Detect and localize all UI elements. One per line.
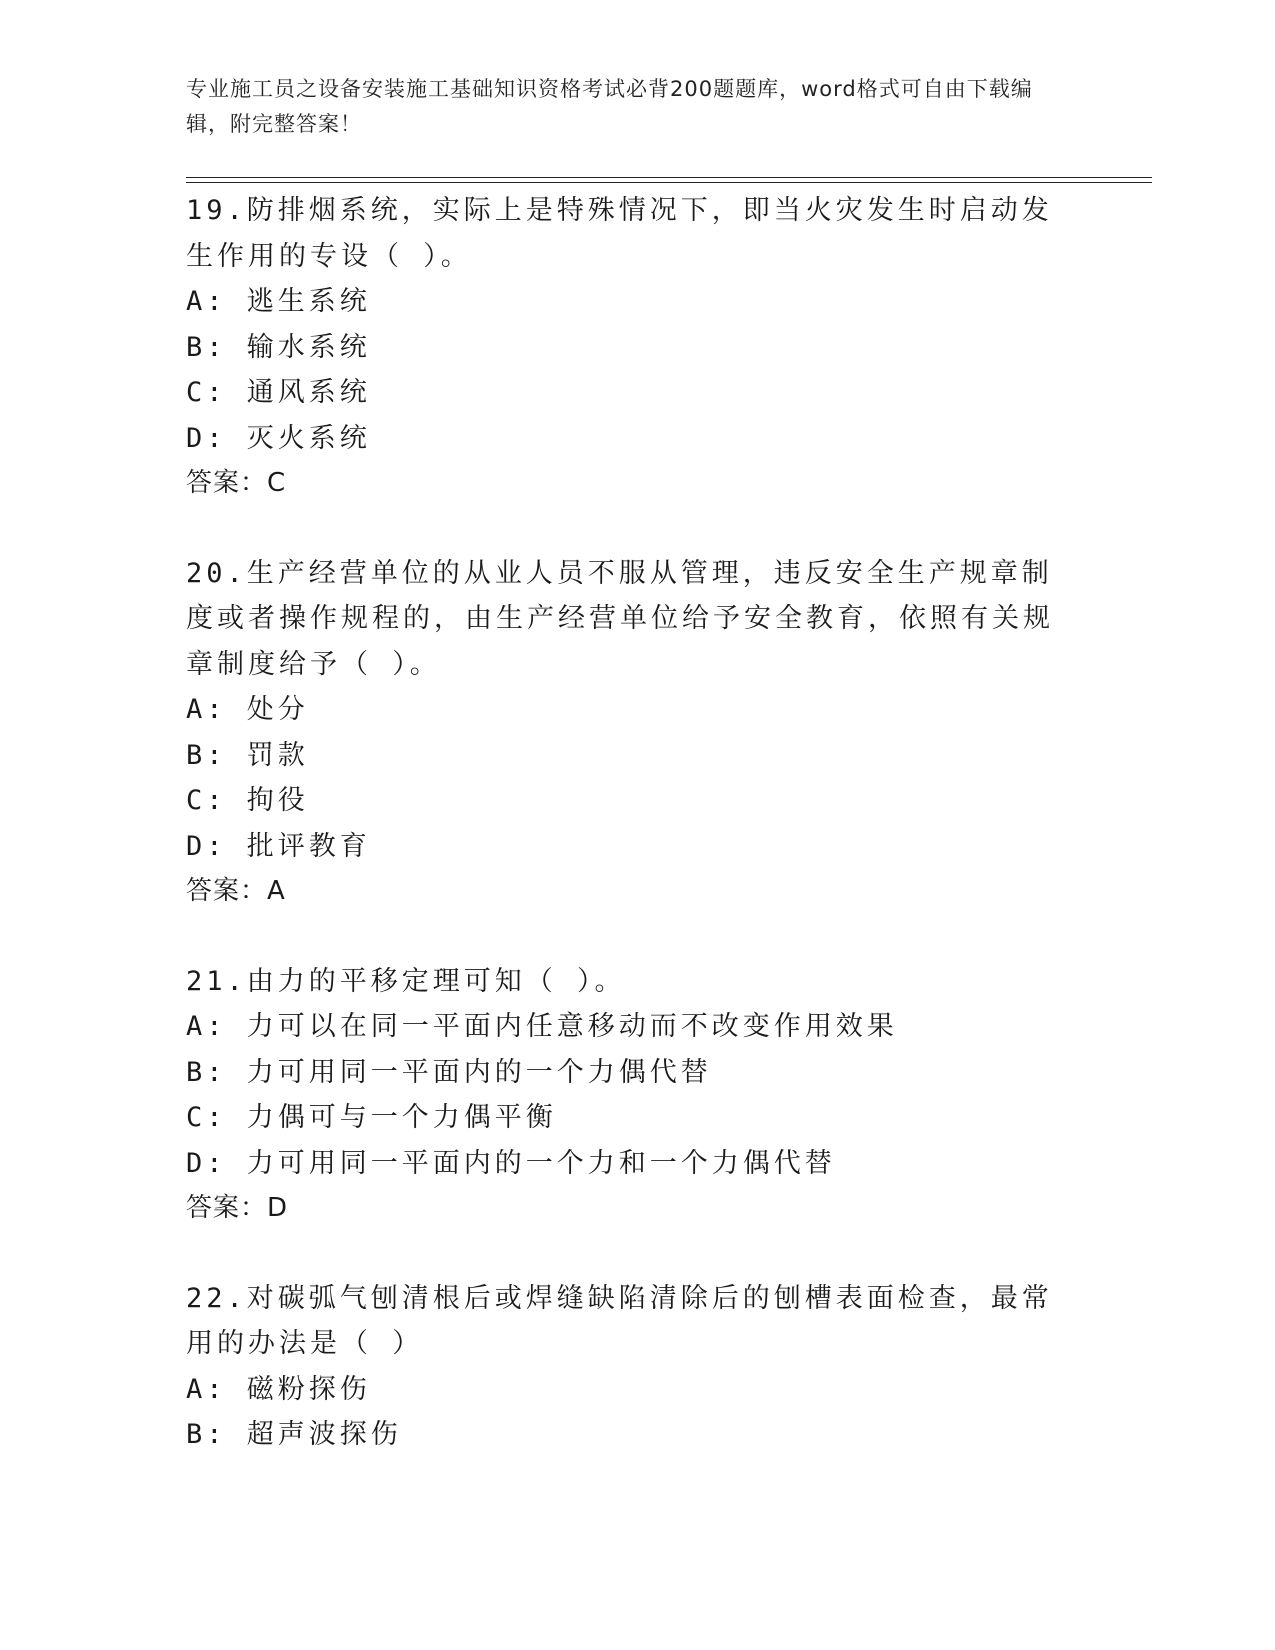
- question-stem: 22.对碳弧气刨清根后或焊缝缺陷清除后的刨槽表面检查，最常用的办法是（ ）: [186, 1282, 1053, 1359]
- question-20: [186, 551, 1086, 915]
- header-rule-top: [186, 177, 1152, 178]
- question-19: [186, 188, 1086, 507]
- header-rule-bottom: [186, 182, 1152, 183]
- option-c: C: 拘役: [186, 785, 309, 816]
- option-b: B: 输水系统: [186, 331, 371, 363]
- option-d: D: 批评教育: [186, 830, 371, 862]
- option-d: D: 力可用同一平面内的一个力和一个力偶代替: [186, 1147, 836, 1179]
- answer-line: 答案：D: [186, 1193, 289, 1223]
- option-a: A: 力可以在同一平面内任意移动而不改变作用效果: [186, 1011, 898, 1042]
- question-22: [186, 1276, 1086, 1458]
- answer-line: 答案：A: [186, 876, 286, 906]
- question-stem: 19.防排烟系统，实际上是特殊情况下，即当火灾发生时启动发生作用的专设（ ）。: [186, 195, 1053, 272]
- answer-line: 答案：C: [186, 468, 287, 498]
- option-a: A: 磁粉探伤: [186, 1373, 371, 1405]
- question-stem: 20.生产经营单位的从业人员不服从管理，违反安全生产规章制度或者操作规程的，由生产经营单位给予安全教育，依照有关规章制度给予（ ）。: [186, 557, 1054, 680]
- option-c: C: 力偶可与一个力偶平衡: [186, 1102, 557, 1133]
- option-a: A: 逃生系统: [186, 286, 371, 317]
- option-d: D: 灭火系统: [186, 422, 371, 454]
- question-list: [186, 188, 1086, 1458]
- option-b: B: 超声波探伤: [186, 1419, 402, 1450]
- question-21: [186, 959, 1086, 1232]
- document-header: 专业施工员之设备安装施工基础知识资格考试必背200题题库，word格式可自由下载编辑，附完整答案！: [186, 77, 1033, 136]
- question-stem: 21.由力的平移定理可知（ ）。: [186, 965, 626, 997]
- option-b: B: 罚款: [186, 739, 309, 771]
- option-b: B: 力可用同一平面内的一个力偶代替: [186, 1056, 712, 1088]
- option-c: C: 通风系统: [186, 377, 371, 408]
- option-a: A: 处分: [186, 694, 309, 725]
